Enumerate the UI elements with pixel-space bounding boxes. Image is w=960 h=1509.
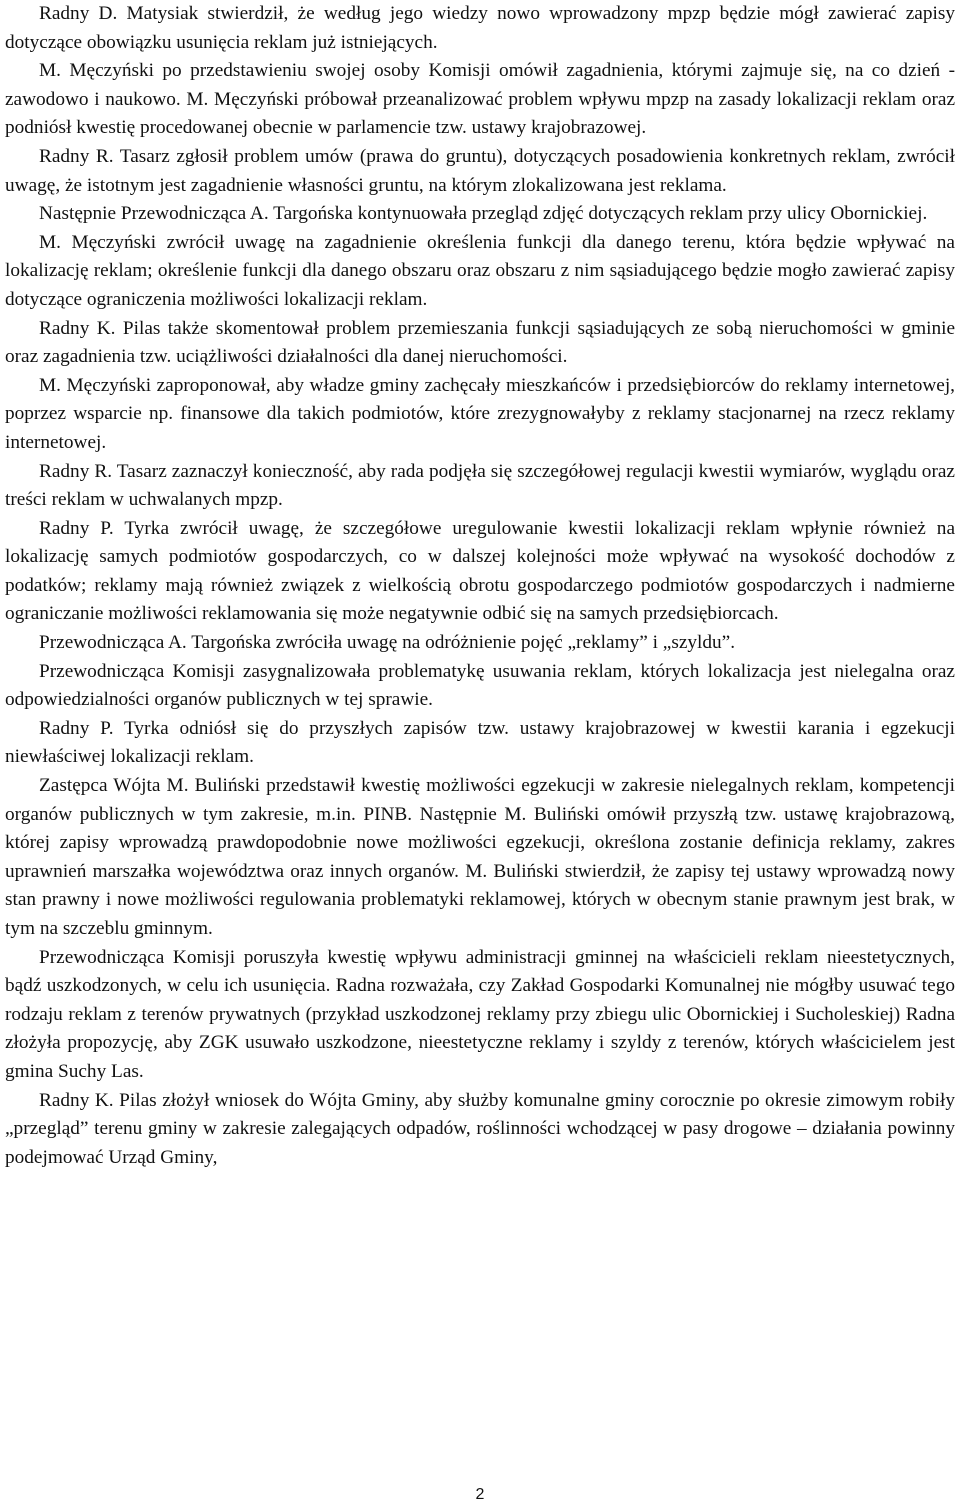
paragraph: M. Męczyński zwrócił uwagę na zagadnienie określenia funkcji dla danego terenu, która będzie wpływać na lokalizację reklam; określenie funkcji dla danego obszaru oraz obszaru z nim sąsiadującego będzie mogło zawierać zapisy dotyczące ograniczenia możliwości lokalizacji reklam. (5, 231, 955, 310)
page-number: 2 (475, 1486, 485, 1503)
document-body (5, 0, 955, 1172)
paragraph: Radny P. Tyrka odniósł się do przyszłych zapisów tzw. ustawy krajobrazowej w kwestii karania i egzekucji niewłaściwej lokalizacji reklam. (5, 717, 955, 768)
paragraph: Radny K. Pilas także skomentował problem przemieszania funkcji sąsiadujących ze sobą nieruchomości w gminie oraz zagadnienia tzw. uciążliwości działalności dla danej nieruchomości. (5, 317, 955, 368)
paragraph: M. Męczyński po przedstawieniu swojej osoby Komisji omówił zagadnienia, którymi zajmuje się, na co dzień - zawodowo i naukowo. M. Męczyński próbował przeanalizować problem wpływu mpzp na zasady lokalizacji reklam oraz podniósł kwestię procedowanej obecnie w parlamencie tzw. ustawy krajobrazowej. (5, 60, 955, 139)
paragraph: Radny R. Tasarz zaznaczył konieczność, aby rada podjęła się szczegółowej regulacji kwestii wymiarów, wyglądu oraz treści reklam w uchwalanych mpzp. (5, 460, 955, 511)
paragraph: Przewodnicząca Komisji zasygnalizowała problematykę usuwania reklam, których lokalizacja jest nielegalna oraz odpowiedzialności organów publicznych w tej sprawie. (5, 660, 955, 711)
paragraph: Zastępca Wójta M. Buliński przedstawił kwestię możliwości egzekucji w zakresie nielegalnych reklam, kompetencji organów publicznych w tym zakresie, m.in. PINB. Następnie M. Buliński omówił przyszłą tzw. ustawę krajobrazową, której zapisy wprowadzą prawdopodobnie nowe możliwości egzekucji, określona zostanie definicja reklamy, zakres uprawnień marszałka województwa oraz innych organów. M. Buliński stwierdził, że zapisy tej ustawy wprowadzą nowy stan prawny i nowe możliwości regulowania problematyki reklamowej, których w obecnym stanie prawnym jest brak, w tym na szczeblu gminnym. (5, 775, 955, 939)
paragraph: Radny K. Pilas złożył wniosek do Wójta Gminy, aby służby komunalne gminy corocznie po okresie zimowym robiły „przegląd” terenu gminy w zakresie zalegających odpadów, roślinności wchodzącej w pasy drogowe – działania powinny podejmować Urząd Gminy, (5, 1089, 955, 1168)
paragraph: M. Męczyński zaproponował, aby władze gminy zachęcały mieszkańców i przedsiębiorców do reklamy internetowej, poprzez wsparcie np. finansowe dla takich podmiotów, które zrezygnowałyby z reklamy stacjonarnej na rzecz reklamy internetowej. (5, 374, 955, 453)
paragraph: Następnie Przewodnicząca A. Targońska kontynuowała przegląd zdjęć dotyczących reklam przy ulicy Obornickiej. (39, 203, 928, 225)
paragraph: Przewodnicząca Komisji poruszyła kwestię wpływu administracji gminnej na właścicieli reklam nieestetycznych, bądź uszkodzonych, w celu ich usunięcia. Radna rozważała, czy Zakład Gospodarki Komunalnej nie mógłby usuwać tego rodzaju reklam z terenów prywatnych (przykład uszkodzonej reklamy przy zbiegu ulic Obornickiej i Sucholeskiej) Radna złożyła propozycję, aby ZGK usuwało uszkodzone, nieestetyczne reklamy i szyldy z terenów, których właścicielem jest gmina Suchy Las. (5, 946, 955, 1082)
paragraph: Przewodnicząca A. Targońska zwróciła uwagę na odróżnienie pojęć „reklamy” i „szyldu”. (39, 632, 736, 654)
paragraph: Radny R. Tasarz zgłosił problem umów (prawa do gruntu), dotyczących posadowienia konkretnych reklam, zwrócił uwagę, że istotnym jest zagadnienie własności gruntu, na którym zlokalizowana jest reklama. (5, 145, 955, 196)
paragraph: Radny D. Matysiak stwierdził, że według jego wiedzy nowo wprowadzony mpzp będzie mógł zawierać zapisy dotyczące obowiązku usunięcia reklam już istniejących. (5, 3, 955, 53)
paragraph: Radny P. Tyrka zwrócił uwagę, że szczegółowe uregulowanie kwestii lokalizacji reklam wpłynie również na lokalizację samych podmiotów gospodarczych, co w dalszej kolejności może wpływać na wysokość dochodów z podatków; reklamy mają również związek z wielkością obrotu gospodarczego podmiotów gospodarczych i nadmierne ograniczanie możliwości reklamowania się może negatywnie odbić się na samych przedsiębiorcach. (5, 517, 955, 625)
